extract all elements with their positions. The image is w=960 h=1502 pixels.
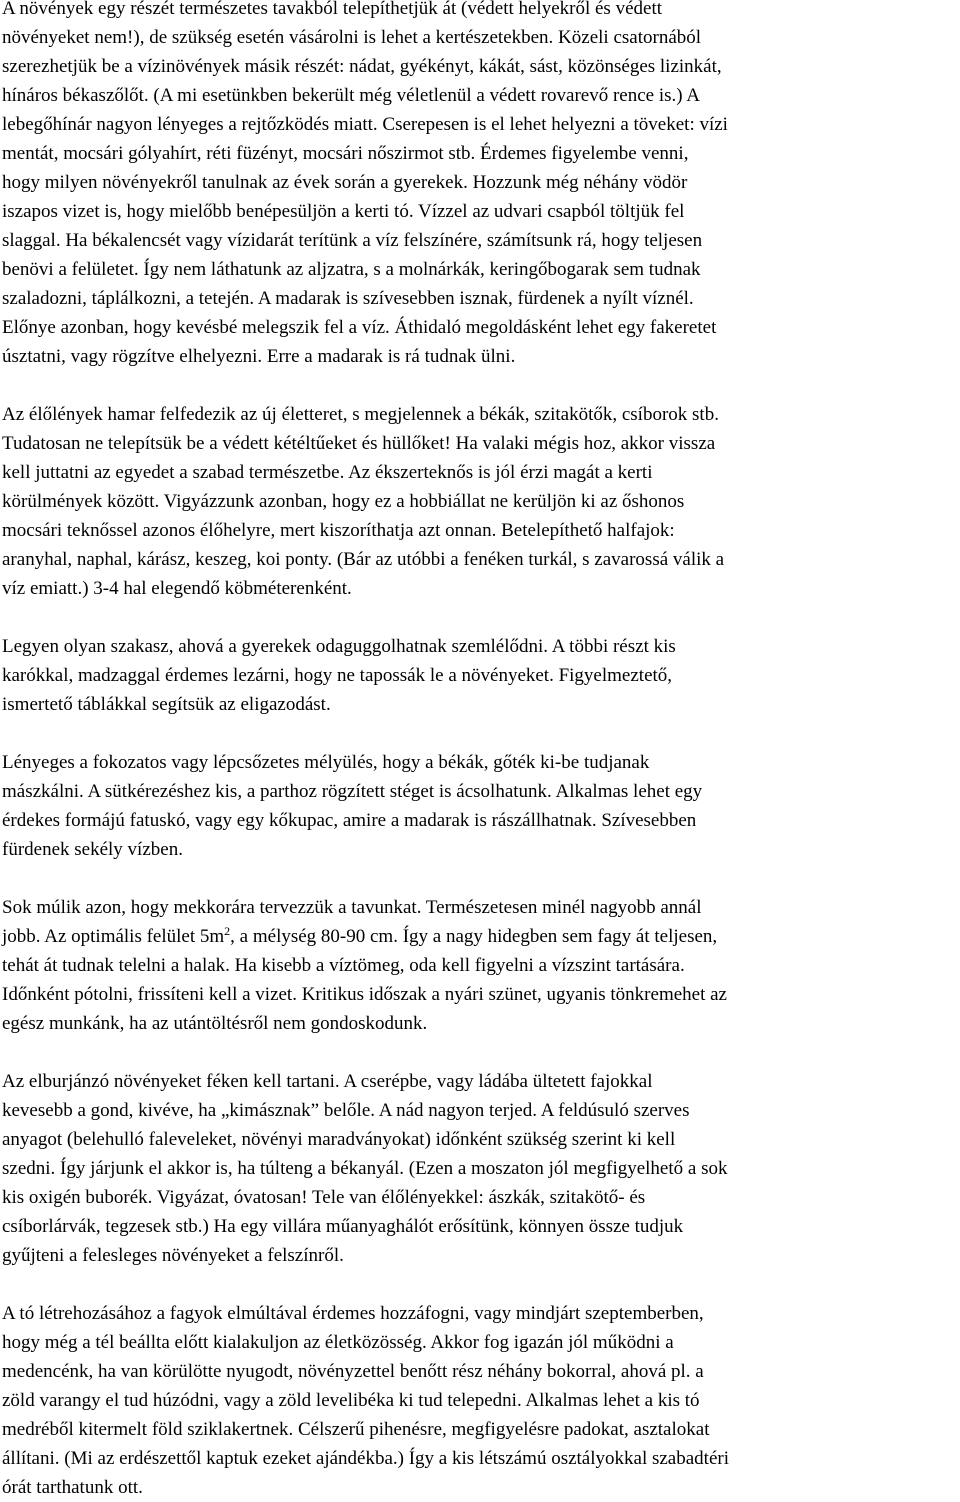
text-line: Előnye azonban, hogy kevésbé melegszik fel a víz. Áthidaló megoldásként lehet egy fakeretet — [2, 317, 717, 338]
text-line: úsztatni, vagy rögzítve elhelyezni. Erre a madarak is rá tudnak ülni. — [2, 346, 516, 367]
text-line: benövi a felületet. Így nem láthatunk az aljzatra, s a molnárkák, keringőbogarak sem tudnak — [2, 259, 701, 280]
text-line: szedni. Így járjunk el akkor is, ha túlteng a békanyál. (Ezen a moszaton jól megfigyelhető a sok — [2, 1158, 728, 1179]
text-line: Tudatosan ne telepítsük be a védett kétéltűeket és hüllőket! Ha valaki mégis hoz, akkor vissza — [2, 433, 716, 454]
paragraph — [2, 893, 956, 1038]
text-line: érdekes formájú fatuskó, vagy egy kőkupac, amire a madarak is rászállhatnak. Szívesebben — [2, 810, 697, 831]
text-line: szaladozni, táplálkozni, a tetején. A madarak is szívesebben isznak, fürdenek a nyílt víznél. — [2, 288, 694, 309]
text-line: medencénk, ha van körülötte nyugodt, növényzettel benőtt rész néhány bokorral, ahová pl. a — [2, 1361, 704, 1382]
text-line-with-superscript — [2, 922, 956, 951]
text-line: A tó létrehozásához a fagyok elmúltával érdemes hozzáfogni, vagy mindjárt szeptemberben, — [2, 1303, 704, 1324]
text-line: aranyhal, naphal, kárász, keszeg, koi ponty. (Bár az utóbbi a fenéken turkál, s zavarossá válik a — [2, 549, 725, 570]
text-line: gyűjteni a felesleges növényeket a felszínről. — [2, 1245, 344, 1266]
paragraph-gap — [2, 1270, 956, 1299]
paragraph-gap — [2, 719, 956, 748]
text-line: Az elburjánzó növényeket féken kell tartani. A cserépbe, vagy ládába ültetett fajokkal — [2, 1071, 653, 1092]
text-line: Lényeges a fokozatos vagy lépcsőzetes mélyülés, hogy a békák, gőték ki-be tudjanak — [2, 752, 650, 773]
text-line: slaggal. Ha békalencsét vagy vízidarát terítünk a víz felszínére, számítsunk rá, hogy teljesen — [2, 230, 703, 251]
text-line: zöld varangy el tud húzódni, vagy a zöld levelibéka ki tud telepedni. Alkalmas lehet a kis tó — [2, 1390, 700, 1411]
paragraph — [2, 1299, 956, 1502]
paragraph — [2, 632, 956, 719]
text-line: tehát át tudnak telelni a halak. Ha kisebb a víztömeg, oda kell figyelni a vízszint tartására. — [2, 955, 685, 976]
text-line: hínáros békaszőlőt. (A mi esetünkben bekerült még véletlenül a védett rovarevő rence is.) A — [2, 85, 701, 106]
text-line: iszapos vizet is, hogy mielőbb benépesüljön a kerti tó. Vízzel az udvari csapból töltjük fel — [2, 201, 685, 222]
text-line: egész munkánk, ha az utántöltésről nem gondoskodunk. — [2, 1013, 428, 1034]
text-line: víz emiatt.) 3-4 hal elegendő köbméterenként. — [2, 578, 352, 599]
paragraph-gap — [2, 1038, 956, 1067]
text-line: kell juttatni az egyedet a szabad természetbe. Az ékszerteknős is jól érzi magát a kerti — [2, 462, 653, 483]
paragraph-gap — [2, 371, 956, 400]
text-line: növényeket nem!), de szükség esetén vásárolni is lehet a kertészetekben. Közeli csatornából — [2, 27, 702, 48]
text-line: fürdenek sekély vízben. — [2, 839, 183, 860]
text-line: állítani. (Mi az erdészettől kaptuk ezeket ajándékba.) Így a kis létszámú osztályokkal szabadtéri — [2, 1448, 729, 1469]
text-line: csíborlárvák, tegzesek stb.) Ha egy villára műanyaghálót erősítünk, könnyen össze tudjuk — [2, 1216, 684, 1237]
text-line: órát tarthatunk ott. — [2, 1477, 143, 1498]
text-segment: jobb. Az optimális felület 5m — [2, 926, 225, 947]
text-line: mocsári teknőssel azonos élőhelyre, mert kiszoríthatja azt onnan. Betelepíthető halfajok: — [2, 520, 675, 541]
paragraph-gap — [2, 603, 956, 632]
text-segment: , a mélység 80-90 cm. Így a nagy hidegben sem fagy át teljesen, — [230, 926, 718, 947]
text-line: Legyen olyan szakasz, ahová a gyerekek odaguggolhatnak szemlélődni. A többi részt kis — [2, 636, 676, 657]
paragraph — [2, 1067, 956, 1270]
text-line: Az élőlények hamar felfedezik az új életteret, s megjelennek a békák, szitakötők, csíborok stb. — [2, 404, 719, 425]
text-line: kis oxigén buborék. Vigyázat, óvatosan! Tele van élőlényekkel: ászkák, szitakötő- és — [2, 1187, 646, 1208]
paragraph — [2, 400, 956, 603]
text-line: Időnként pótolni, frissíteni kell a vizet. Kritikus időszak a nyári szünet, ugyanis tönkremehet az — [2, 984, 727, 1005]
text-line: hogy milyen növényekről tanulnak az évek során a gyerekek. Hozzunk még néhány vödör — [2, 172, 688, 193]
text-line: anyagot (belehulló faleveleket, növényi maradványokat) időnként szükség szerint ki kell — [2, 1129, 676, 1150]
text-line: mászkálni. A sütkérezéshez kis, a parthoz rögzített stéget is ácsolhatunk. Alkalmas lehet egy — [2, 781, 703, 802]
text-line: kevesebb a gond, kivéve, ha „kimásznak” belőle. A nád nagyon terjed. A feldúsuló szerves — [2, 1100, 690, 1121]
text-line: hogy még a tél beállta előtt kialakuljon az életközösség. Akkor fog igazán jól működni a — [2, 1332, 674, 1353]
document-page — [2, 0, 956, 1502]
text-line: szerezhetjük be a vízinövények másik részét: nádat, gyékényt, kákát, sást, közönséges lizinkát, — [2, 56, 722, 77]
paragraph — [2, 748, 956, 864]
superscript: 2 — [224, 924, 231, 938]
text-line: mentát, mocsári gólyahírt, réti füzényt, mocsári nőszirmot stb. Érdemes figyelembe venni, — [2, 143, 689, 164]
text-line: medréből kitermelt föld sziklakertnek. Célszerű pihenésre, megfigyelésre padokat, asztalokat — [2, 1419, 710, 1440]
text-line: Sok múlik azon, hogy mekkorára tervezzük a tavunkat. Természetesen minél nagyobb annál — [2, 897, 702, 918]
text-line: körülmények között. Vigyázzunk azonban, hogy ez a hobbiállat ne kerüljön ki az őshonos — [2, 491, 685, 512]
text-line: A növények egy részét természetes tavakból telepíthetjük át (védett helyekről és védett — [2, 0, 662, 19]
text-line: ismertető táblákkal segítsük az eligazodást. — [2, 694, 331, 715]
paragraph-gap — [2, 864, 956, 893]
paragraph — [2, 0, 956, 371]
text-line: karókkal, madzaggal érdemes lezárni, hogy ne tapossák le a növényeket. Figyelmeztető, — [2, 665, 673, 686]
text-line: lebegőhínár nagyon lényeges a rejtőzködés miatt. Cserepesen is el lehet helyezni a töveket: vízi — [2, 114, 728, 135]
